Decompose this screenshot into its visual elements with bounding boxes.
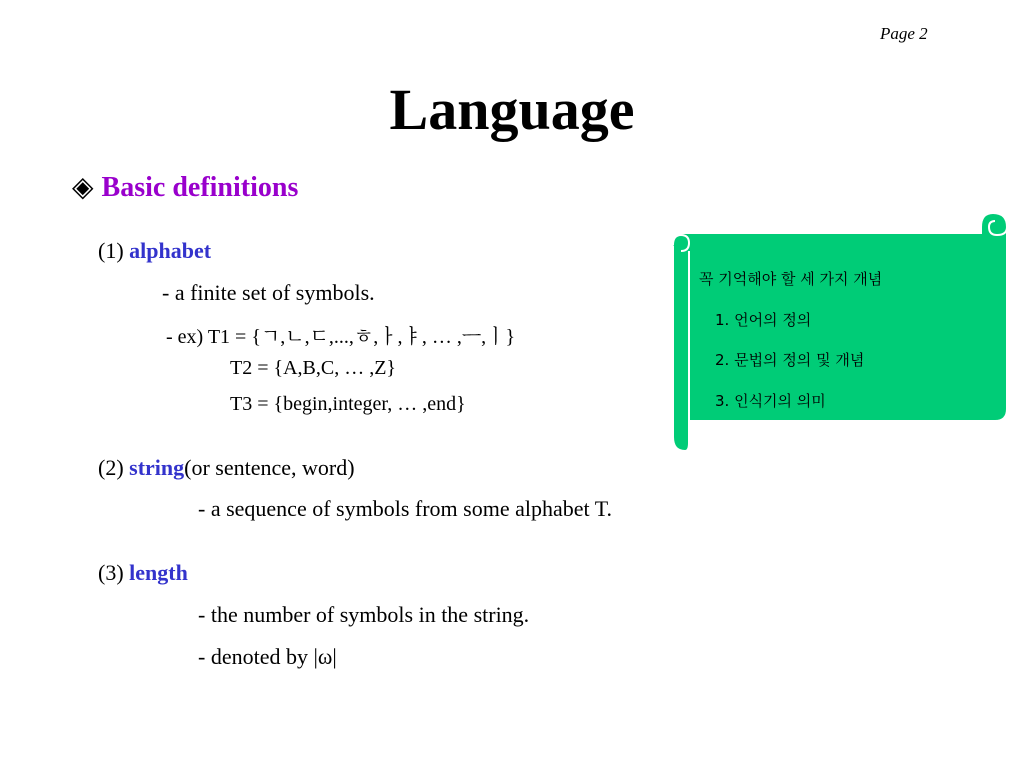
example-line: T2 = {A,B,C, … ,Z} — [230, 357, 397, 379]
scroll-note-title: 꼭 기억해야 할 세 가지 개념 — [699, 270, 883, 288]
scroll-note-line: 2. 문법의 정의 및 개념 — [715, 351, 865, 369]
item-description: - denoted by |ω| — [198, 644, 337, 669]
scroll-note-line: 1. 언어의 정의 — [715, 311, 812, 329]
item-description: - the number of symbols in the string. — [198, 602, 530, 627]
item-term-suffix: (or sentence, word) — [184, 455, 355, 480]
scroll-note-line: 3. 인식기의 의미 — [715, 392, 826, 410]
item-description: - a sequence of symbols from some alphabet T. — [198, 496, 613, 521]
diamond-bullet-icon: ◈ — [72, 172, 94, 203]
item-alphabet — [98, 238, 211, 264]
item-term: length — [129, 560, 188, 585]
item-term: string — [129, 455, 185, 480]
item-description: - a finite set of symbols. — [162, 280, 375, 305]
section-heading-text: Basic definitions — [101, 172, 299, 203]
item-number: (2) — [98, 455, 124, 480]
item-string — [98, 455, 355, 481]
item-number: (3) — [98, 560, 124, 585]
page-number: Page 2 — [880, 24, 928, 43]
scroll-shape — [655, 205, 1010, 453]
section-heading — [72, 170, 298, 204]
item-length — [98, 560, 188, 586]
example-line: - ex) T1 = {ㄱ,ㄴ,ㄷ,...,ㅎ,ㅏ,ㅑ, … ,ㅡ,ㅣ} — [166, 326, 516, 348]
item-term: alphabet — [129, 238, 212, 263]
example-line: T3 = {begin,integer, … ,end} — [230, 393, 466, 415]
scroll-note — [655, 205, 1010, 453]
slide-title: Language — [389, 77, 635, 142]
item-number: (1) — [98, 238, 124, 263]
